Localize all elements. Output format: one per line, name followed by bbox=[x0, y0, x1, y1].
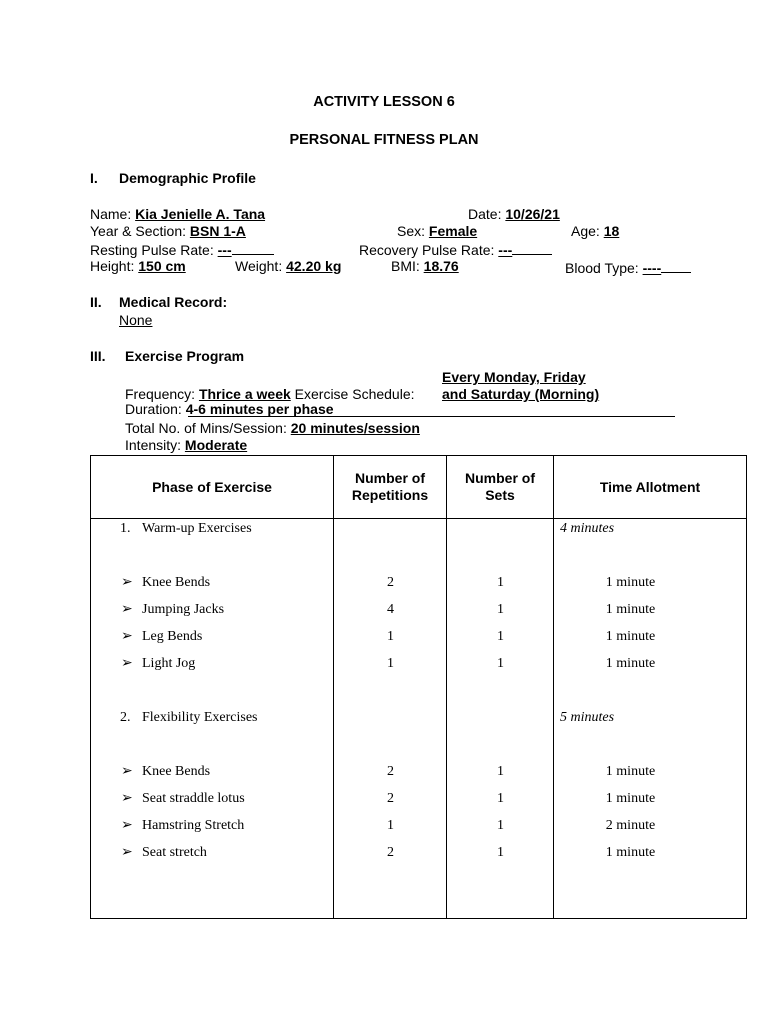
table-header-row bbox=[91, 456, 747, 519]
exercise-name: Seat stretch bbox=[142, 845, 207, 860]
schedule-line-1: Every Monday, Friday bbox=[442, 369, 586, 385]
exercise-time: 1 minute bbox=[605, 845, 656, 860]
blood-type-blank bbox=[661, 258, 691, 273]
bmi-field bbox=[391, 258, 459, 275]
recovery-pulse-blank bbox=[512, 240, 552, 255]
exercise-repetitions: 2 bbox=[387, 764, 394, 779]
intensity-value: Moderate bbox=[184, 437, 248, 453]
group-title: Flexibility Exercises bbox=[142, 710, 258, 725]
group-title: Warm-up Exercises bbox=[142, 521, 252, 536]
exercise-repetitions: 2 bbox=[387, 791, 394, 806]
arrow-bullet-icon: ➢ bbox=[121, 764, 133, 779]
name-label: Name: bbox=[90, 206, 132, 222]
age-value: 18 bbox=[603, 223, 620, 239]
duration-value: 4-6 minutes per phase bbox=[185, 401, 334, 417]
weight-label: Weight: bbox=[235, 258, 283, 274]
exercise-time: 1 minute bbox=[605, 791, 656, 806]
exercise-sets: 1 bbox=[497, 656, 504, 671]
exercise-name: Jumping Jacks bbox=[142, 602, 225, 617]
exercise-sets: 1 bbox=[497, 602, 504, 617]
section-3-number: III. bbox=[90, 348, 106, 364]
exercise-repetitions: 1 bbox=[387, 656, 394, 671]
resting-pulse-field bbox=[90, 240, 274, 259]
arrow-bullet-icon: ➢ bbox=[121, 791, 133, 806]
exercise-time: 1 minute bbox=[605, 764, 656, 779]
arrow-bullet-icon: ➢ bbox=[121, 845, 133, 860]
group-time-allotment: 5 minutes bbox=[560, 710, 615, 725]
document-title: ACTIVITY LESSON 6 bbox=[313, 94, 455, 110]
intensity-field bbox=[125, 437, 247, 454]
date-value: 10/26/21 bbox=[505, 206, 560, 222]
sets-column bbox=[447, 519, 554, 919]
year-label: Year & Section: bbox=[90, 223, 186, 239]
height-field bbox=[90, 258, 186, 275]
exercise-time: 1 minute bbox=[605, 602, 656, 617]
exercise-time: 1 minute bbox=[605, 575, 656, 590]
arrow-bullet-icon: ➢ bbox=[121, 575, 133, 590]
exercise-sets: 1 bbox=[497, 629, 504, 644]
bmi-label: BMI: bbox=[391, 258, 420, 274]
exercise-repetitions: 4 bbox=[387, 602, 394, 617]
schedule-label: Exercise Schedule: bbox=[294, 386, 415, 402]
exercise-name: Hamstring Stretch bbox=[142, 818, 245, 833]
recovery-pulse-value: --- bbox=[498, 242, 513, 258]
medical-record-value: None bbox=[119, 312, 153, 328]
phase-column bbox=[91, 519, 334, 919]
frequency-label: Frequency: bbox=[125, 386, 196, 402]
exercise-repetitions: 2 bbox=[387, 575, 394, 590]
total-mins-value: 20 minutes/session bbox=[290, 420, 420, 436]
frequency-value: Thrice a week bbox=[198, 386, 291, 402]
exercise-time: 1 minute bbox=[605, 656, 656, 671]
recovery-pulse-label: Recovery Pulse Rate: bbox=[359, 242, 495, 258]
group-number: 2. bbox=[120, 710, 131, 725]
header-time: Time Allotment bbox=[554, 456, 747, 519]
exercise-time: 2 minute bbox=[605, 818, 656, 833]
header-phase: Phase of Exercise bbox=[91, 456, 334, 519]
intensity-label: Intensity: bbox=[125, 437, 182, 453]
section-1-title: Demographic Profile bbox=[119, 170, 256, 186]
total-mins-field bbox=[125, 420, 420, 437]
sex-label: Sex: bbox=[397, 223, 426, 239]
weight-field bbox=[235, 258, 341, 275]
duration-label: Duration: bbox=[125, 401, 182, 417]
exercise-repetitions: 1 bbox=[387, 818, 394, 833]
arrow-bullet-icon: ➢ bbox=[121, 656, 133, 671]
blood-type-field bbox=[565, 258, 691, 277]
name-value: Kia Jenielle A. Tana bbox=[135, 206, 266, 222]
header-sets: Number of Sets bbox=[447, 456, 554, 519]
repetitions-column bbox=[334, 519, 447, 919]
weight-value: 42.20 kg bbox=[286, 258, 342, 274]
exercise-sets: 1 bbox=[497, 764, 504, 779]
group-number: 1. bbox=[120, 521, 131, 536]
year-section-field bbox=[90, 223, 246, 240]
exercise-table bbox=[90, 455, 747, 919]
sex-value: Female bbox=[428, 223, 478, 239]
date-field bbox=[468, 206, 560, 223]
recovery-pulse-field bbox=[359, 240, 552, 259]
exercise-name: Knee Bends bbox=[142, 764, 211, 779]
height-label: Height: bbox=[90, 258, 135, 274]
header-repetitions: Number of Repetitions bbox=[334, 456, 447, 519]
bmi-value: 18.76 bbox=[423, 258, 459, 274]
document-subtitle: PERSONAL FITNESS PLAN bbox=[289, 132, 479, 148]
sex-field bbox=[397, 223, 477, 240]
blood-type-value: ---- bbox=[642, 260, 662, 276]
exercise-repetitions: 2 bbox=[387, 845, 394, 860]
exercise-sets: 1 bbox=[497, 791, 504, 806]
exercise-name: Light Jog bbox=[142, 656, 196, 671]
schedule-line-2: and Saturday (Morning) bbox=[442, 386, 600, 402]
arrow-bullet-icon: ➢ bbox=[121, 818, 133, 833]
section-2-title: Medical Record: bbox=[119, 294, 228, 310]
age-field bbox=[571, 223, 619, 240]
height-value: 150 cm bbox=[138, 258, 186, 274]
blood-type-label: Blood Type: bbox=[565, 260, 639, 276]
resting-pulse-label: Resting Pulse Rate: bbox=[90, 242, 214, 258]
exercise-name: Leg Bends bbox=[142, 629, 203, 644]
exercise-sets: 1 bbox=[497, 818, 504, 833]
group-time-allotment: 4 minutes bbox=[560, 521, 615, 536]
resting-pulse-value: --- bbox=[217, 242, 232, 258]
exercise-sets: 1 bbox=[497, 845, 504, 860]
duration-underline bbox=[188, 416, 675, 417]
exercise-sets: 1 bbox=[497, 575, 504, 590]
section-1-number: I. bbox=[90, 170, 98, 186]
section-2-number: II. bbox=[90, 294, 102, 310]
exercise-name: Knee Bends bbox=[142, 575, 211, 590]
resting-pulse-blank bbox=[232, 240, 274, 255]
arrow-bullet-icon: ➢ bbox=[121, 629, 133, 644]
exercise-name: Seat straddle lotus bbox=[142, 791, 245, 806]
year-value: BSN 1-A bbox=[189, 223, 246, 239]
age-label: Age: bbox=[571, 223, 600, 239]
name-field bbox=[90, 206, 265, 223]
date-label: Date: bbox=[468, 206, 502, 222]
section-3-title: Exercise Program bbox=[125, 348, 245, 364]
time-column bbox=[554, 519, 747, 919]
exercise-time: 1 minute bbox=[605, 629, 656, 644]
total-mins-label: Total No. of Mins/Session: bbox=[125, 420, 287, 436]
exercise-repetitions: 1 bbox=[387, 629, 394, 644]
arrow-bullet-icon: ➢ bbox=[121, 602, 133, 617]
